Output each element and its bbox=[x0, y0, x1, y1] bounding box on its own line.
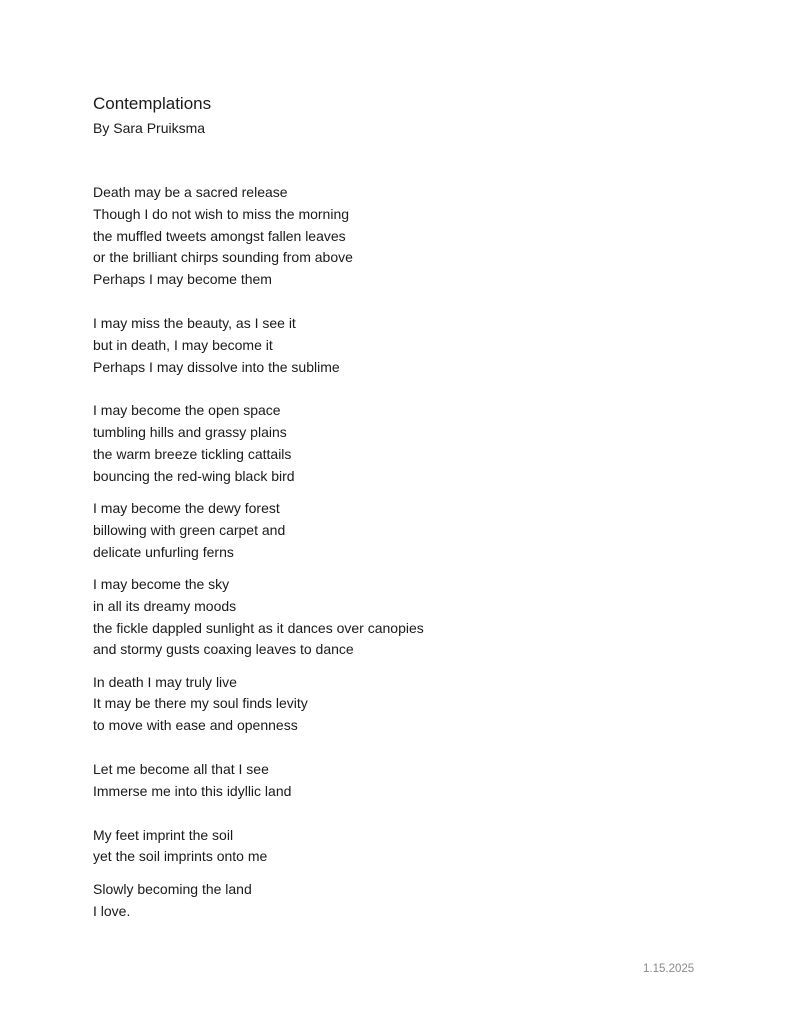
stanza-5 bbox=[93, 574, 713, 661]
stanza-gap bbox=[93, 661, 713, 672]
poem-line: Death may be a sacred release bbox=[93, 184, 288, 200]
poem-line: bouncing the red-wing black bird bbox=[93, 467, 295, 484]
poem-line: or the brilliant chirps sounding from above bbox=[93, 249, 353, 266]
poem-line: billowing with green carpet and bbox=[93, 521, 286, 538]
poem-line: the muffled tweets amongst fallen leaves bbox=[93, 227, 346, 244]
poem-line: but in death, I may become it bbox=[93, 336, 273, 353]
stanza-2 bbox=[93, 313, 713, 378]
stanza-gap bbox=[93, 488, 713, 499]
stanza-gap bbox=[93, 291, 713, 313]
stanza-gap bbox=[93, 803, 713, 825]
poem-line: yet the soil imprints onto me bbox=[93, 848, 268, 865]
stanza-9 bbox=[93, 879, 713, 923]
stanza-gap bbox=[93, 378, 713, 400]
poem-line: It may be there my soul finds levity bbox=[93, 695, 308, 712]
poem-line: the warm breeze tickling cattails bbox=[93, 445, 292, 462]
footer-date: 1.15.2025 bbox=[643, 963, 695, 975]
poem-line: I may become the open space bbox=[93, 402, 281, 419]
document-page bbox=[93, 93, 713, 922]
poem-line: Though I do not wish to miss the morning bbox=[93, 205, 350, 222]
poem-line: In death I may truly live bbox=[93, 673, 237, 690]
poem-line: Slowly becoming the land bbox=[93, 880, 252, 897]
poem-line: to move with ease and openness bbox=[93, 717, 298, 734]
stanza-1 bbox=[93, 182, 713, 291]
poem-line: Immerse me into this idyllic land bbox=[93, 782, 292, 799]
poem-line: the fickle dappled sunlight as it dances over canopies bbox=[93, 619, 424, 636]
stanza-3 bbox=[93, 400, 713, 487]
poem-line: and stormy gusts coaxing leaves to dance bbox=[93, 641, 354, 658]
poem-byline: By Sara Pruiksma bbox=[93, 120, 206, 136]
stanza-gap bbox=[93, 737, 713, 759]
poem-line: I may become the dewy forest bbox=[93, 500, 280, 517]
poem-line: in all its dreamy moods bbox=[93, 597, 237, 614]
stanza-4 bbox=[93, 498, 713, 563]
poem-body bbox=[93, 182, 713, 922]
poem-line: delicate unfurling ferns bbox=[93, 543, 234, 560]
poem-title: Contemplations bbox=[93, 94, 212, 113]
poem-line: Perhaps I may dissolve into the sublime bbox=[93, 358, 340, 375]
poem-line: I may become the sky bbox=[93, 575, 230, 592]
poem-line: I may miss the beauty, as I see it bbox=[93, 314, 296, 331]
stanza-7 bbox=[93, 759, 713, 803]
poem-line: Let me become all that I see bbox=[93, 761, 269, 778]
poem-line: tumbling hills and grassy plains bbox=[93, 424, 287, 441]
stanza-gap bbox=[93, 563, 713, 574]
stanza-6 bbox=[93, 672, 713, 737]
stanza-8 bbox=[93, 825, 713, 869]
poem-line: I love. bbox=[93, 902, 131, 919]
stanza-gap bbox=[93, 868, 713, 879]
poem-line: My feet imprint the soil bbox=[93, 826, 234, 843]
poem-line: Perhaps I may become them bbox=[93, 271, 272, 288]
